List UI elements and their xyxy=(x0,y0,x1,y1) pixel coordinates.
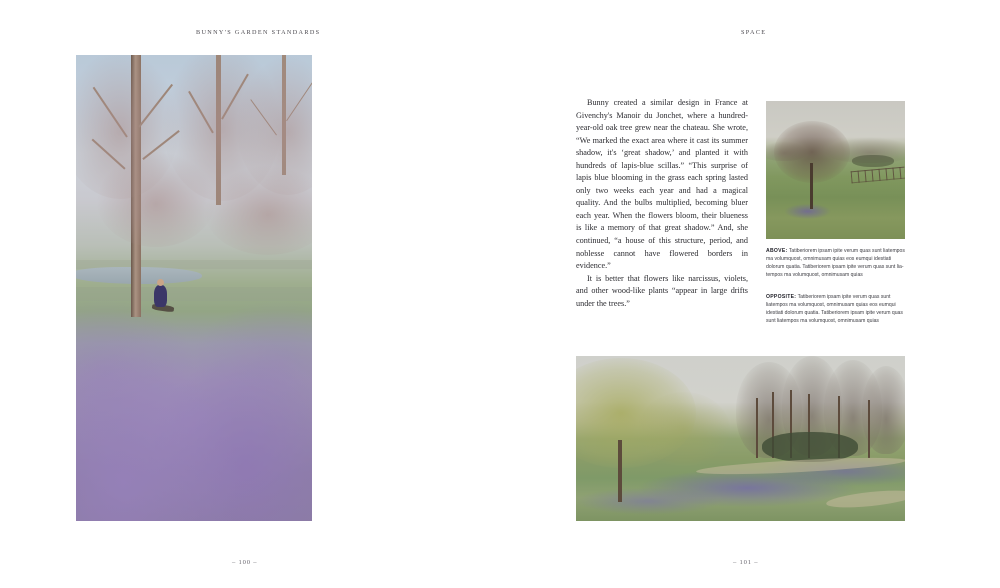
photo-scilla-meadow xyxy=(76,55,312,521)
mown-path xyxy=(826,487,905,510)
caption-block-opposite xyxy=(766,293,905,325)
body-text-column xyxy=(576,97,748,310)
caption-opposite-label: OPPOSITE: xyxy=(766,294,797,300)
body-paragraph-1: Bunny created a similar design in France at Givenchy's Manoir du Jonchet, where a hundred-year-old oak tree grew near the chateau. She wrote, “We marked the exact area where it cast its summer shadow, it's ‘great shadow,’ and planted it with hundreds of lapis-blue scillas.” “This surprise of lapis blue blooming in the grass each spring lasted only two weeks each year and had a magical quality. And the bulbs multiplied, becoming bluer each year. When the flowers bloom, their blueness is like a memory of that great shadow.” And, she continued, “a house of this structure, period, and noblesse cannot have flowered borders in evidence.” xyxy=(576,98,748,271)
running-head-left: BUNNY'S GARDEN STANDARDS xyxy=(196,29,321,36)
photo-parkland-scilla-drifts xyxy=(576,356,905,521)
bare-tree-trunk xyxy=(756,398,758,458)
bank-band xyxy=(76,287,312,301)
caption-above-label: ABOVE: xyxy=(766,248,788,254)
folio-left: – 100 – xyxy=(232,559,258,566)
figure-head xyxy=(157,279,164,286)
folio-right: – 101 – xyxy=(733,559,759,566)
twig-mass xyxy=(96,151,216,247)
figure-torso xyxy=(154,285,167,307)
body-paragraph-2: It is better that flowers like narcissus, violets, and other wood-like plants “appear in large drifts under the trees.” xyxy=(576,273,748,308)
hedge-row xyxy=(852,155,894,167)
split-rail-fence xyxy=(851,167,905,184)
running-head-right: SPACE xyxy=(741,29,767,36)
willow-trunk xyxy=(618,440,622,502)
caption-above xyxy=(766,247,905,279)
bare-tree-trunk xyxy=(868,400,870,458)
photo-lone-tree-meadow xyxy=(766,101,905,239)
caption-block-above xyxy=(766,247,905,279)
caption-opposite xyxy=(766,293,905,325)
twig-mass xyxy=(204,165,312,255)
caption-opposite-text: Tatiberiorem ipsam ipite verum quas sunt liatempos ma volumquost, omnimusam quias eos eumqui idestiati dolorum quatia. Tatiberiorem ipsam ipite verum quas sunt liatempos ma volumquost, omnimusam quias xyxy=(766,294,903,325)
willow-canopy xyxy=(638,392,730,466)
caption-above-text: Tatiberiorem ipsam ipite verum quas sunt liatempos ma volumquost, omnimusam quias eos eumqui idestiati dolorum quatia. Tatiberiorem ipsam ipite verum quas sunt liatempos ma volumquost, omnimusam quias xyxy=(766,248,905,279)
tree-trunk xyxy=(810,163,813,209)
